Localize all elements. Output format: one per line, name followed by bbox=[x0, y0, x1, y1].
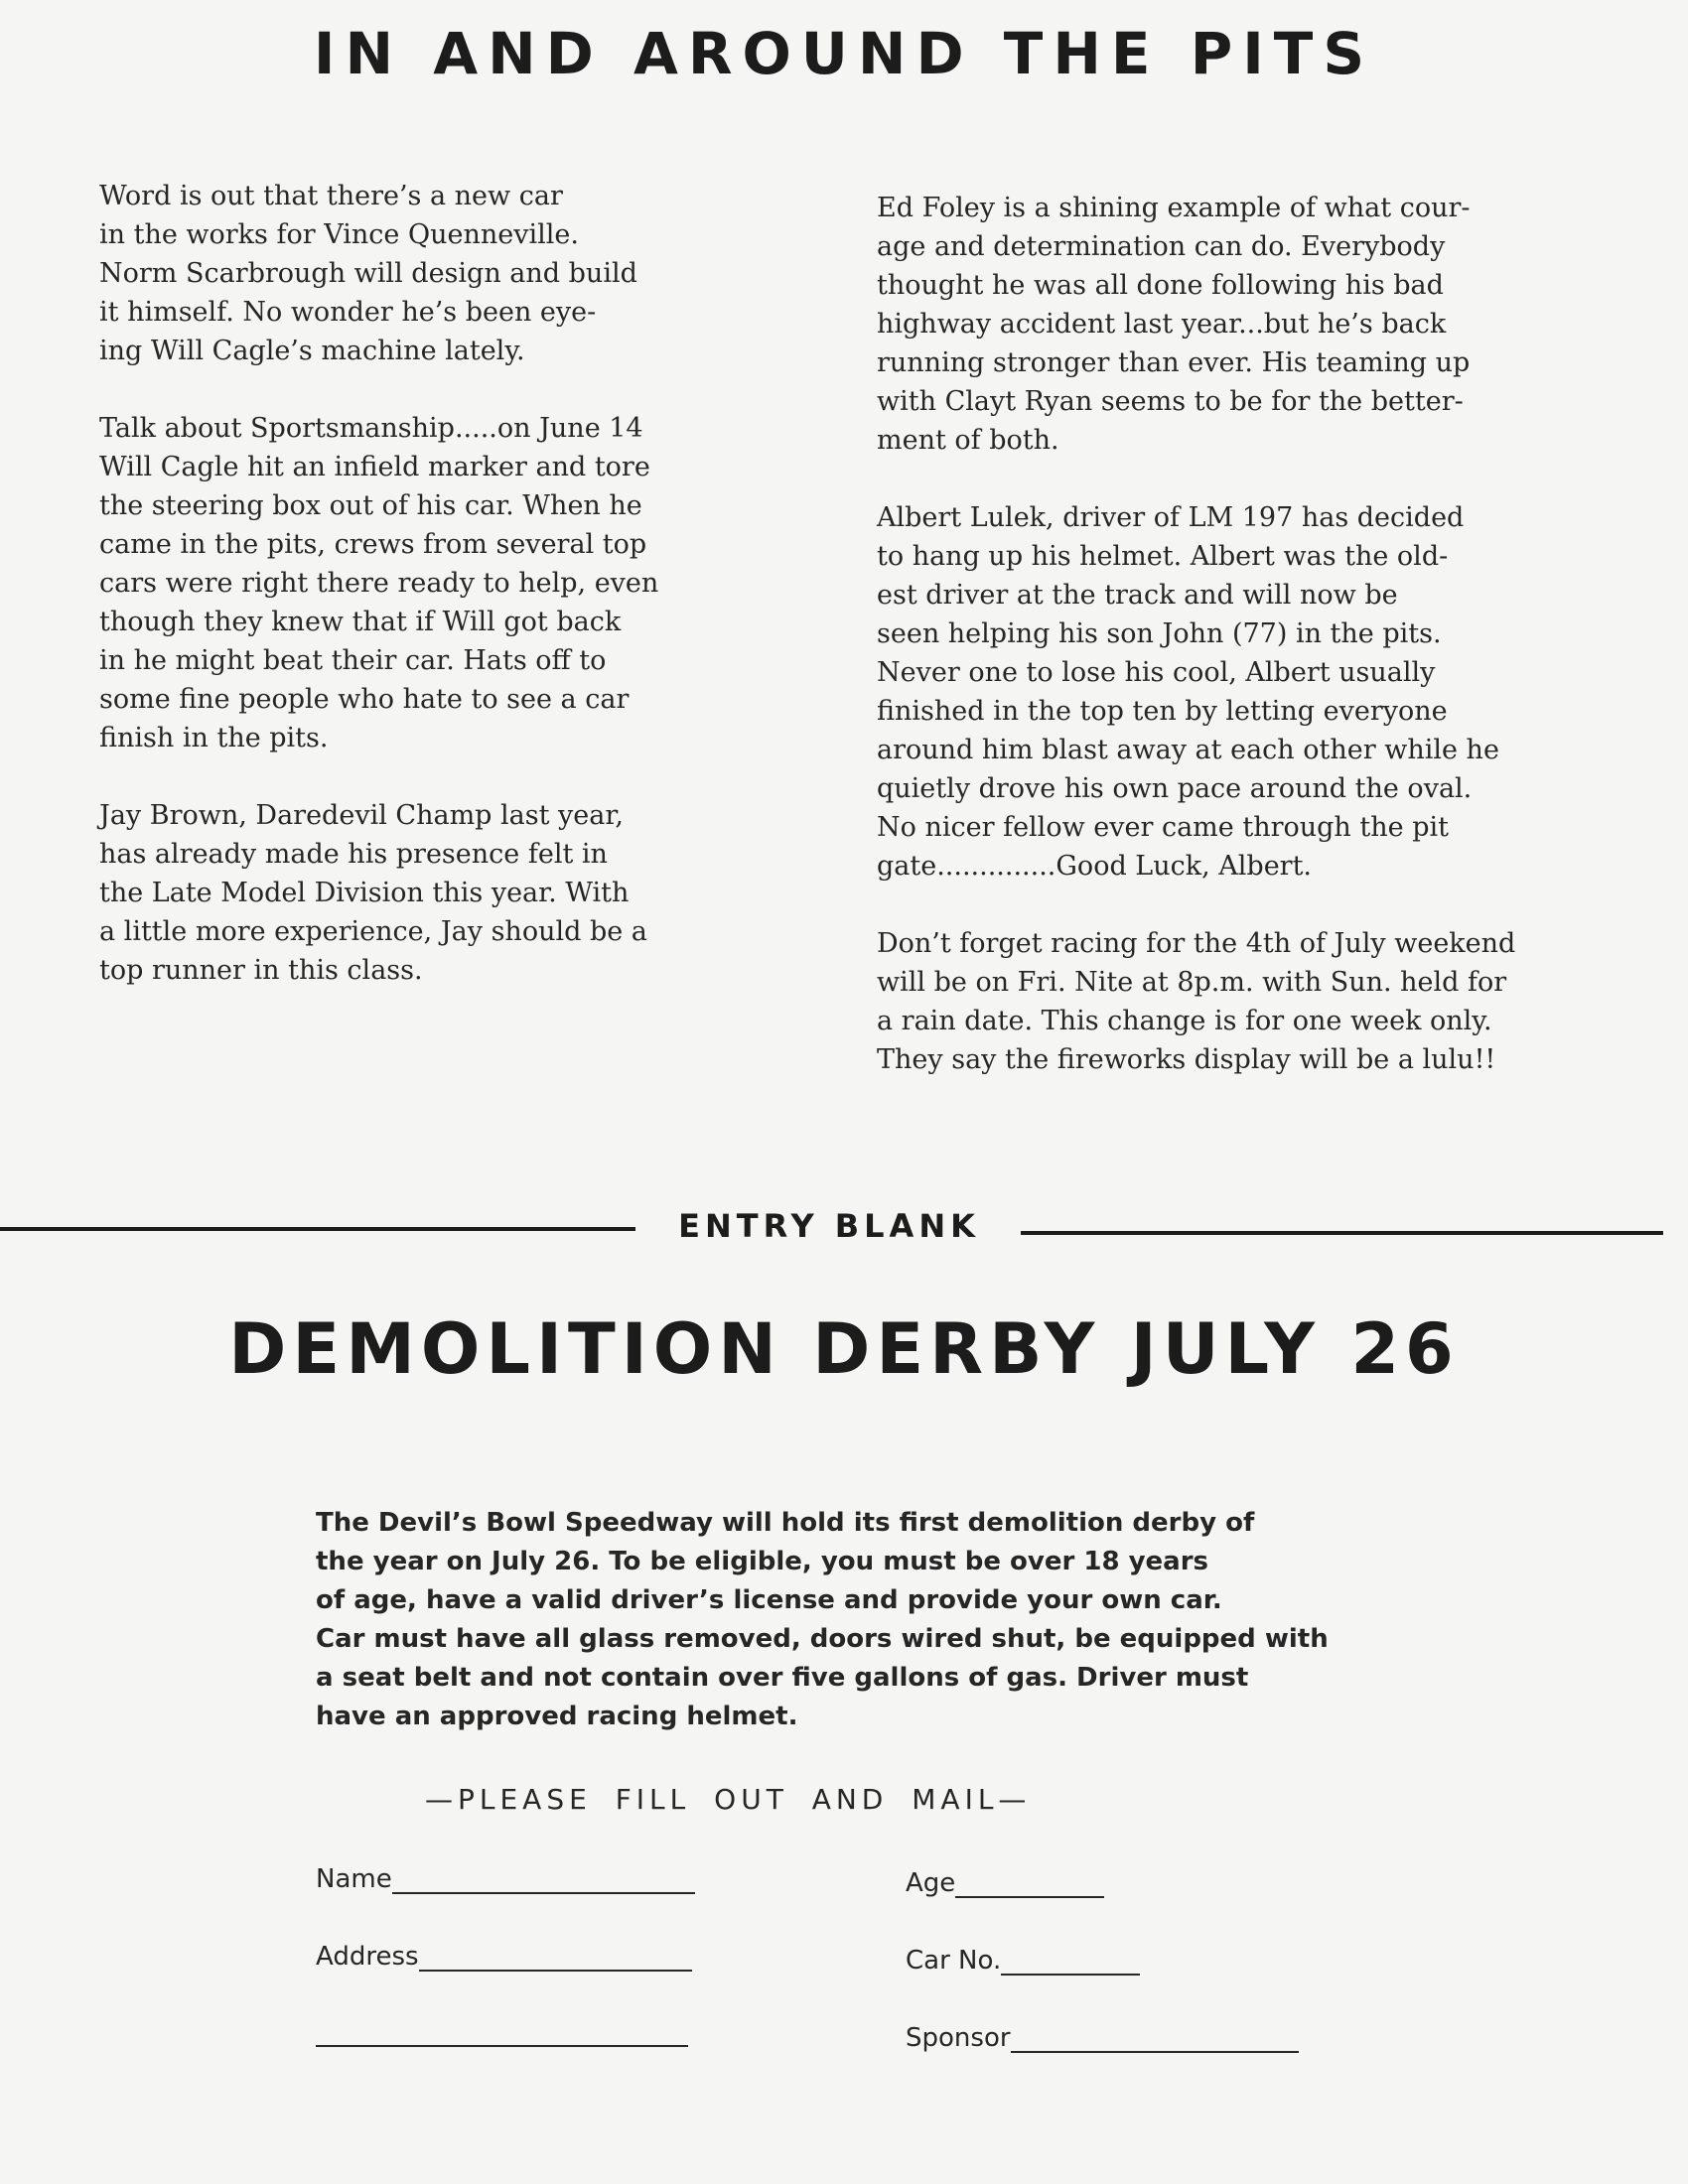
text-line: with Clayt Ryan seems to be for the better- bbox=[877, 386, 1464, 417]
sponsor-label: Sponsor bbox=[906, 2023, 1011, 2053]
text-line: the Late Model Division this year. With bbox=[99, 878, 630, 908]
text-line: Don’t forget racing for the 4th of July weekend bbox=[877, 928, 1516, 959]
text-line: Word is out that there’s a new car bbox=[99, 181, 563, 211]
rules-line: the year on July 26. To be eligible, you must be over 18 years bbox=[316, 1547, 1209, 1576]
age-label: Age bbox=[906, 1868, 956, 1898]
entry-blank-label: ENTRY BLANK bbox=[678, 1207, 980, 1245]
name-field[interactable] bbox=[316, 1864, 695, 1894]
text-line: a little more experience, Jay should be a bbox=[99, 916, 647, 947]
car-number-blank[interactable] bbox=[1001, 1948, 1140, 1976]
derby-rules bbox=[316, 1504, 1368, 1736]
text-line: Albert Lulek, driver of LM 197 has decided bbox=[877, 502, 1465, 533]
text-line: though they knew that if Will got back bbox=[99, 607, 622, 637]
rules-line: of age, have a valid driver’s license and provide your own car. bbox=[316, 1585, 1222, 1615]
address-blank[interactable] bbox=[419, 1944, 692, 1972]
text-line: has already made his presence felt in bbox=[99, 839, 608, 870]
paragraph-sportsmanship bbox=[99, 409, 735, 757]
text-line: some fine people who hate to see a car bbox=[99, 684, 630, 715]
text-line: gate..............Good Luck, Albert. bbox=[877, 851, 1313, 882]
text-line: ment of both. bbox=[877, 425, 1059, 456]
left-column bbox=[99, 177, 735, 990]
car-number-field[interactable] bbox=[906, 1946, 1140, 1976]
text-line: the steering box out of his car. When he bbox=[99, 490, 642, 521]
name-label: Name bbox=[316, 1864, 392, 1894]
rules-line: The Devil’s Bowl Speedway will hold its first demolition derby of bbox=[316, 1508, 1255, 1538]
text-line: Will Cagle hit an infield marker and tore bbox=[99, 452, 650, 482]
derby-title: DEMOLITION DERBY JULY 26 bbox=[228, 1308, 1460, 1390]
text-line: seen helping his son John (77) in the pits. bbox=[877, 618, 1442, 649]
car-number-label: Car No. bbox=[906, 1946, 1002, 1976]
text-line: Never one to lose his cool, Albert usually bbox=[877, 657, 1436, 688]
text-line: around him blast away at each other while he bbox=[877, 735, 1499, 765]
text-line: Norm Scarbrough will design and build bbox=[99, 258, 637, 289]
pits-headline: IN AND AROUND THE PITS bbox=[313, 20, 1375, 87]
text-line: running stronger than ever. His teaming up bbox=[877, 347, 1471, 378]
paragraph-albert-lulek bbox=[877, 498, 1592, 886]
text-line: in the works for Vince Quenneville. bbox=[99, 219, 579, 250]
text-line: a rain date. This change is for one week only. bbox=[877, 1006, 1492, 1036]
text-line: ing Will Cagle’s machine lately. bbox=[99, 336, 525, 366]
text-line: thought he was all done following his bad bbox=[877, 270, 1444, 301]
sponsor-field[interactable] bbox=[906, 2023, 1299, 2053]
paragraph-new-car bbox=[99, 177, 735, 370]
address-line-2-field[interactable] bbox=[316, 2019, 688, 2047]
entry-divider-left bbox=[0, 1227, 635, 1231]
address-label: Address bbox=[316, 1942, 419, 1972]
text-line: cars were right there ready to help, even bbox=[99, 568, 659, 599]
text-line: it himself. No wonder he’s been eye- bbox=[99, 297, 597, 328]
text-line: in he might beat their car. Hats off to bbox=[99, 645, 607, 676]
text-line: will be on Fri. Nite at 8p.m. with Sun. held for bbox=[877, 967, 1507, 998]
address-field[interactable] bbox=[316, 1942, 692, 1972]
text-line: highway accident last year...but he’s back bbox=[877, 309, 1447, 340]
rules-line: a seat belt and not contain over five gallons of gas. Driver must bbox=[316, 1663, 1249, 1693]
age-blank[interactable] bbox=[955, 1870, 1104, 1898]
age-field[interactable] bbox=[906, 1868, 1104, 1898]
paragraph-july-4th bbox=[877, 924, 1592, 1079]
text-line: finished in the top ten by letting everyone bbox=[877, 696, 1448, 727]
text-line: top runner in this class. bbox=[99, 955, 423, 986]
text-line: finish in the pits. bbox=[99, 723, 329, 753]
entry-divider-right bbox=[1021, 1231, 1663, 1235]
name-blank[interactable] bbox=[392, 1866, 695, 1894]
text-line: Talk about Sportsmanship.....on June 14 bbox=[99, 413, 643, 444]
sponsor-blank[interactable] bbox=[1011, 2025, 1299, 2053]
text-line: age and determination can do. Everybody bbox=[877, 231, 1446, 262]
text-line: to hang up his helmet. Albert was the old- bbox=[877, 541, 1449, 572]
text-line: No nicer fellow ever came through the pit bbox=[877, 812, 1449, 843]
paragraph-ed-foley bbox=[877, 189, 1592, 460]
text-line: quietly drove his own pace around the oval. bbox=[877, 773, 1473, 804]
text-line: est driver at the track and will now be bbox=[877, 580, 1398, 611]
paragraph-jay-brown bbox=[99, 796, 735, 990]
text-line: Ed Foley is a shining example of what cour- bbox=[877, 193, 1471, 223]
text-line: They say the fireworks display will be a lulu!! bbox=[877, 1044, 1496, 1075]
fill-out-note: —PLEASE FILL OUT AND MAIL— bbox=[425, 1783, 1032, 1816]
right-column bbox=[877, 189, 1592, 1079]
rules-line: have an approved racing helmet. bbox=[316, 1702, 798, 1731]
rules-line: Car must have all glass removed, doors wired shut, be equipped with bbox=[316, 1624, 1329, 1654]
text-line: Jay Brown, Daredevil Champ last year, bbox=[99, 800, 624, 831]
text-line: came in the pits, crews from several top bbox=[99, 529, 647, 560]
address-line-2-blank[interactable] bbox=[316, 2019, 688, 2047]
